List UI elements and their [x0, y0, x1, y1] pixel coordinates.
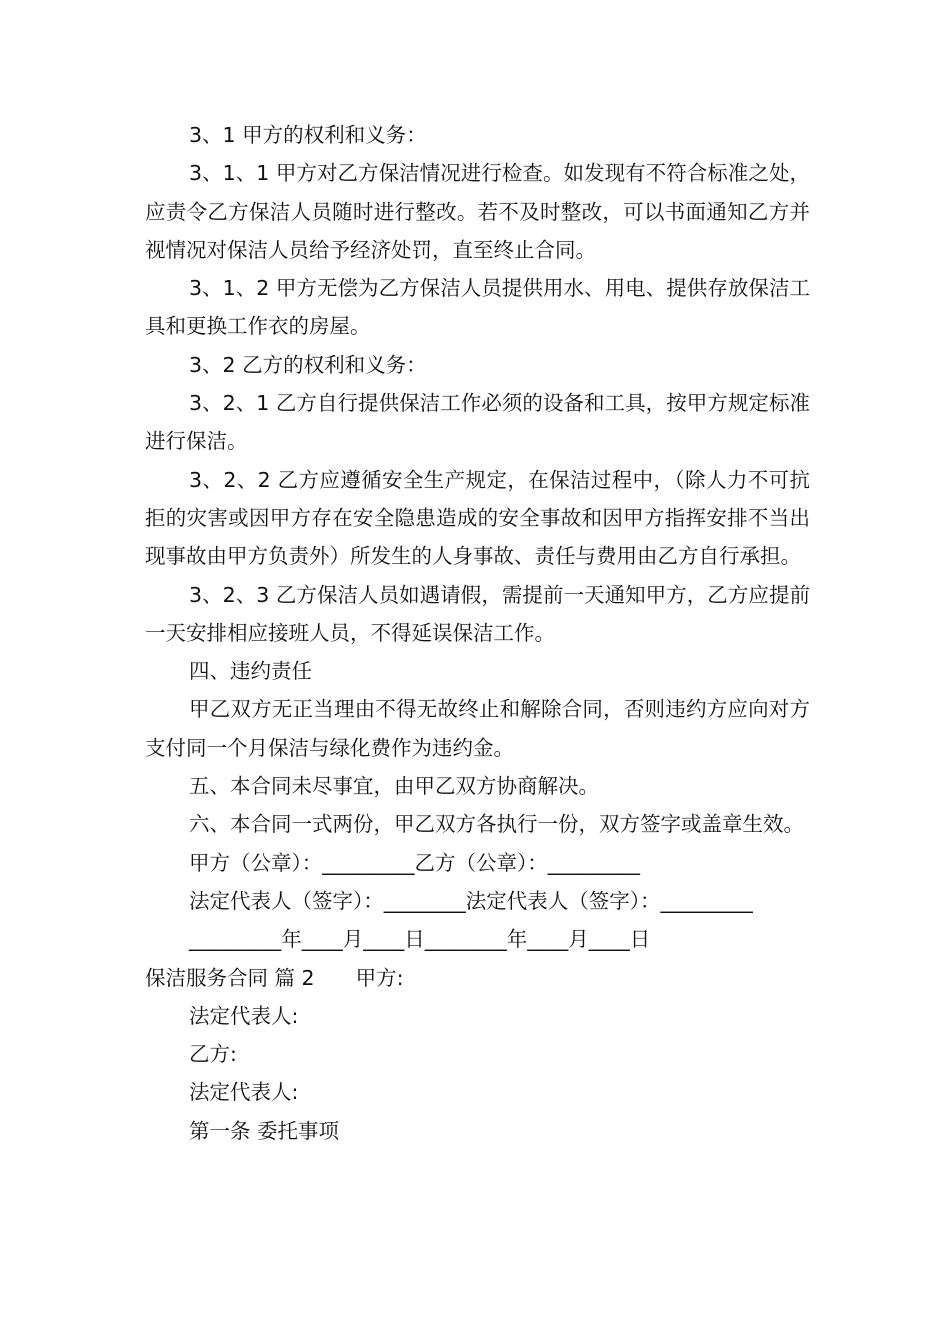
contract-2-title: 保洁服务合同 篇 2 甲方: [145, 965, 404, 990]
article-1-heading: 第一条 委托事项 [189, 1118, 340, 1143]
signature-line: 法定代表人（签字）：________法定代表人（签字）：_________ [189, 888, 753, 913]
section-4-heading: 四、违约责任 [189, 659, 312, 684]
section-6: 六、本合同一式两份，甲乙双方各执行一份，双方签字或盖章生效。 [189, 812, 804, 837]
clause-3-1-2: 3、1、2 甲方无偿为乙方保洁人员提供用水、用电、提供存放保洁工具和更换工作衣的房屋。 [145, 276, 810, 339]
party-b-representative: 法定代表人: [189, 1080, 299, 1105]
clause-3-2-3: 3、2、3 乙方保洁人员如遇请假，需提前一天通知甲方，乙方应提前一天安排相应接班人员，不得延误保洁工作。 [145, 582, 810, 645]
party-b-label: 乙方: [189, 1042, 237, 1067]
clause-3-2-heading: 3、2 乙方的权利和义务： [189, 352, 427, 377]
clause-3-1-1: 3、1、1 甲方对乙方保洁情况进行检查。如发现有不符合标准之处，应责令乙方保洁人员随时进行整改。若不及时整改，可以书面通知乙方并视情况对保洁人员给予经济处罚，直至终止合同。 [145, 161, 810, 262]
document-body [145, 116, 810, 1150]
clause-3-1-heading: 3、1 甲方的权利和义务： [189, 123, 427, 147]
date-line: _________年____月____日________年____月____日 [189, 927, 651, 952]
clause-3-2-1: 3、2、1 乙方自行提供保洁工作必须的设备和工具，按甲方规定标准进行保洁。 [145, 391, 810, 454]
breach-clause: 甲乙双方无正当理由不得无故终止和解除合同，否则违约方应向对方支付同一个月保洁与绿化费作为违约金。 [145, 697, 810, 760]
seal-line: 甲方（公章）：_________乙方（公章）：_________ [189, 850, 640, 875]
clause-3-2-2: 3、2、2 乙方应遵循安全生产规定，在保洁过程中，（除人力不可抗拒的灾害或因甲方存在安全隐患造成的安全事故和因甲方指挥安排不当出现事故由甲方负责外）所发生的人身事故、责任与费用由乙方自行承担。 [145, 467, 810, 569]
section-5: 五、本合同未尽事宜，由甲乙双方协商解决。 [189, 774, 599, 799]
party-a-representative: 法定代表人: [189, 1003, 299, 1028]
